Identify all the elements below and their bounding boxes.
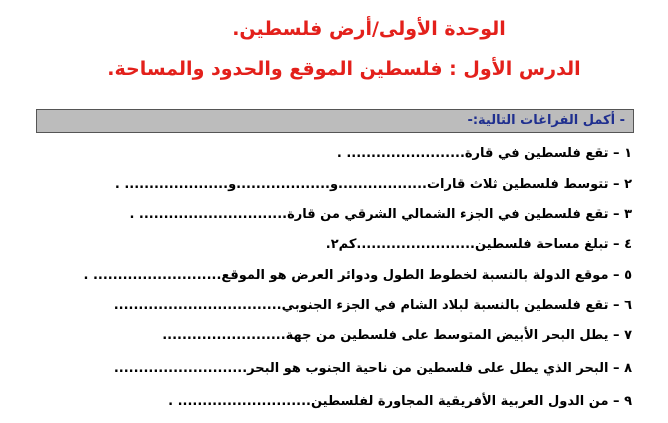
- question-4: ٤ – تبلغ مساحة فلسطين........................كم٢.: [325, 237, 632, 252]
- question-7: ٧ – يطل البحر الأبيض المتوسط على فلسطين من جهة.........................: [162, 328, 632, 343]
- question-2: ٢ – تتوسط فلسطين ثلاث قارات..................و...................و..................... .: [114, 177, 632, 192]
- question-3: ٣ – تقع فلسطين في الجزء الشمالي الشرقي من قارة.............................. .: [129, 207, 632, 222]
- question-9: ٩ – من الدول العربية الأفريقية المجاورة لفلسطين........................... .: [168, 394, 632, 409]
- exercise-heading-box: [36, 109, 634, 133]
- exercise-heading: - أكمل الفراغات التالية:-: [467, 113, 625, 128]
- question-6: ٦ – تقع فلسطين بالنسبة لبلاد الشام في الجزء الجنوبي..................................: [113, 298, 632, 313]
- question-1: ١ – تقع فلسطين في قارة........................ .: [336, 146, 632, 161]
- question-8: ٨ – البحر الذي يطل على فلسطين من ناحية الجنوب هو البحر...........................: [113, 361, 632, 376]
- question-5: ٥ – موقع الدولة بالنسبة لخطوط الطول ودوائر العرض هو الموقع.......................... .: [83, 268, 632, 283]
- lesson-title: الدرس الأول : فلسطين الموقع والحدود والمساحة.: [107, 58, 581, 80]
- unit-title: الوحدة الأولى/أرض فلسطين.: [232, 18, 506, 40]
